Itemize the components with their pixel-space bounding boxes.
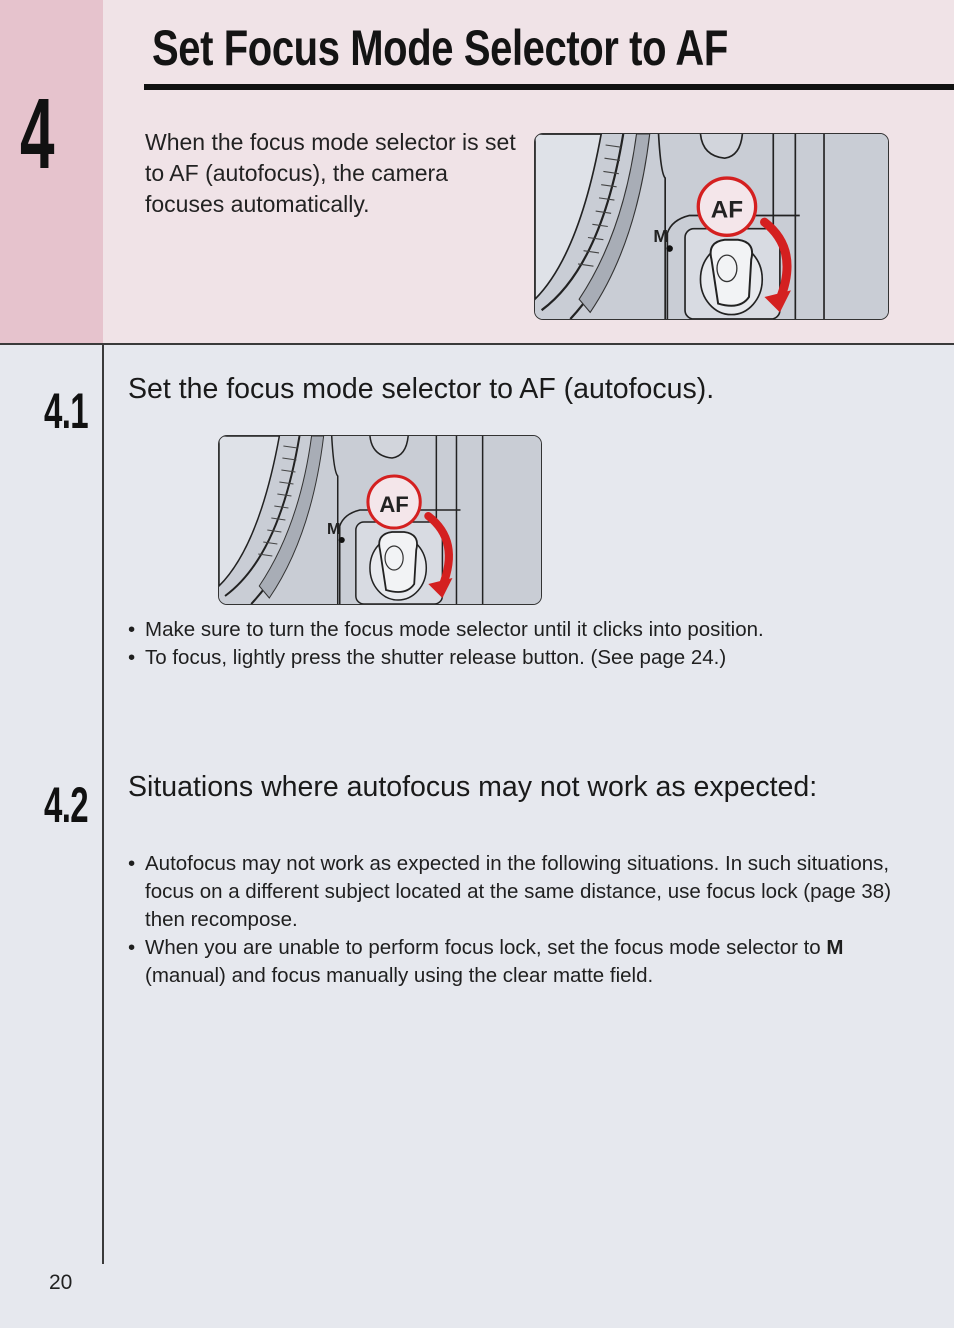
chapter-number: 4 [20, 78, 55, 190]
bullet-item: • To focus, lightly press the shutter release button. (See page 24.) [128, 644, 928, 672]
bullet-item: • Autofocus may not work as expected in the following situations. In such situations, focus on a different subject located at the same distance, use focus lock (page 38) then recompose. [128, 850, 898, 934]
m-mark-label: M [653, 225, 669, 246]
page-title: Set Focus Mode Selector to AF [152, 20, 728, 76]
bullet-item [128, 934, 898, 990]
section-4-2-bullets [128, 850, 898, 990]
section-heading-4-1: Set the focus mode selector to AF (autofocus). [128, 373, 715, 405]
intro-text: When the focus mode selector is set to AF (autofocus), the camera focuses automatically. [145, 129, 516, 217]
section-heading-4-2: Situations where autofocus may not work as expected: [128, 771, 818, 803]
bullet-item: • Make sure to turn the focus mode selector until it clicks into position. [128, 616, 928, 644]
focus-selector-illustration [534, 133, 889, 320]
section-4-1-bullets [128, 616, 928, 672]
manual-mode-letter: M [826, 936, 844, 959]
step-number-4-2: 4.2 [44, 777, 88, 833]
bullet-text-post: (manual) and focus manually using the clear matte field. [145, 964, 654, 987]
af-mark-label: AF [710, 196, 744, 224]
step-number-4-1: 4.1 [44, 383, 88, 439]
page-number: 20 [49, 1271, 73, 1294]
focus-selector-illustration-small [218, 435, 542, 605]
header-divider [0, 343, 954, 345]
m-mark-label: M [327, 520, 341, 538]
title-underline [144, 84, 954, 90]
bullet-text-pre: When you are unable to perform focus lock, set the focus mode selector to [145, 936, 827, 959]
af-mark-label: AF [379, 492, 409, 517]
margin-rule [102, 344, 104, 1264]
